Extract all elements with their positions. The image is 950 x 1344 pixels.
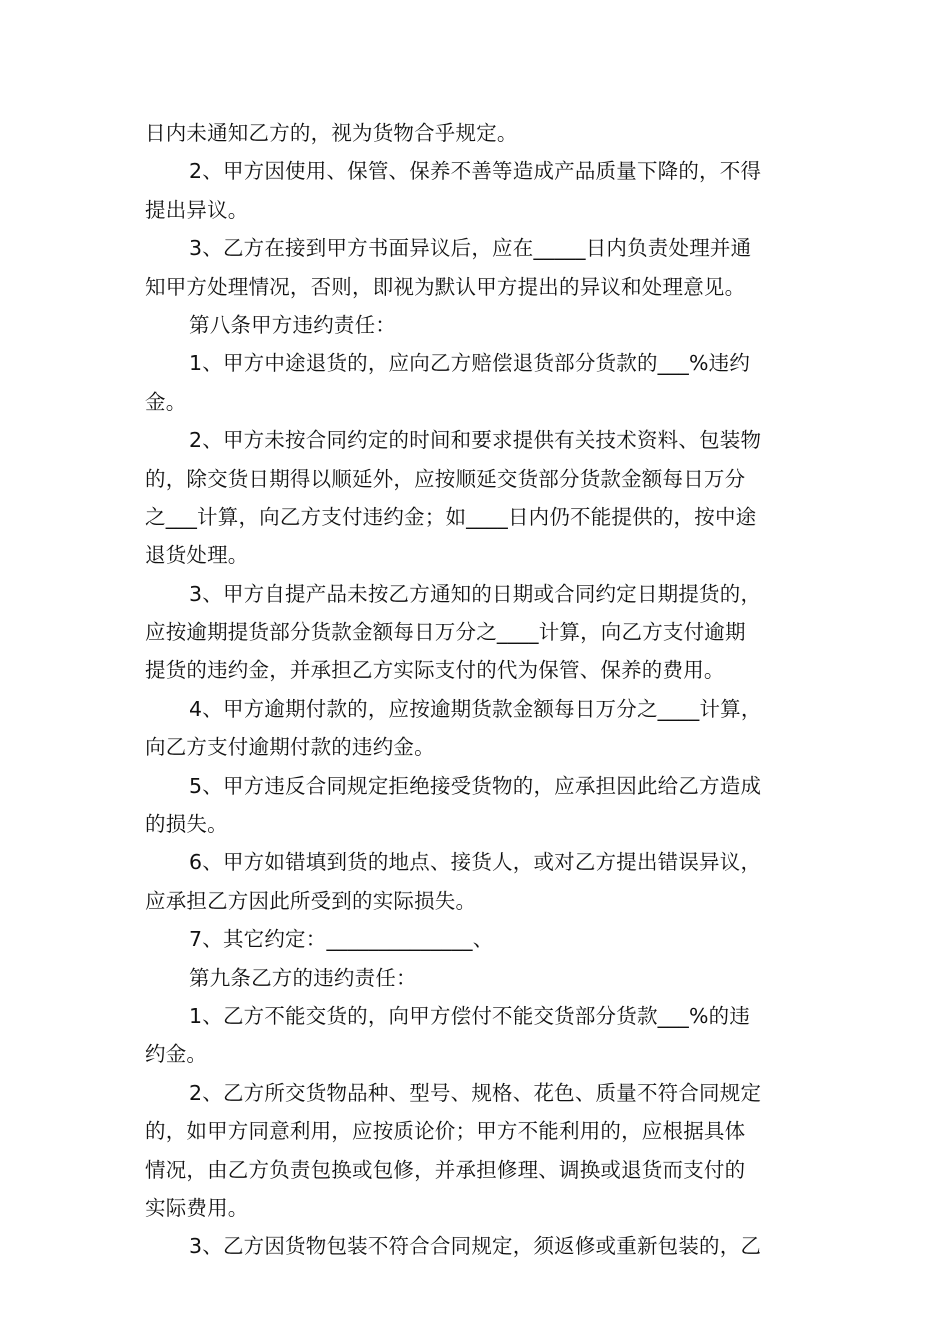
text-line: 1、乙方不能交货的，向甲方偿付不能交货部分货款___%的违 bbox=[189, 1003, 751, 1028]
text-line: 应按逾期提货部分货款金额每日万分之____计算，向乙方支付逾期 bbox=[145, 620, 746, 645]
text-line: 的，如甲方同意利用，应按质论价；甲方不能利用的，应根据具体 bbox=[145, 1119, 746, 1144]
text-line: 提出异议。 bbox=[145, 197, 249, 222]
text-line: 退货处理。 bbox=[145, 543, 249, 568]
text-line: 日内未通知乙方的，视为货物合乎规定。 bbox=[145, 121, 518, 145]
text-line: 提货的违约金，并承担乙方实际支付的代为保管、保养的费用。 bbox=[145, 658, 725, 683]
text-line: 之___计算，向乙方支付违约金；如____日内仍不能提供的，按中途 bbox=[145, 504, 757, 529]
text-line: 2、甲方未按合同约定的时间和要求提供有关技术资料、包装物 bbox=[189, 428, 762, 453]
text-line: 7、其它约定：______________、 bbox=[189, 927, 494, 952]
section-heading: 第八条甲方违约责任： bbox=[189, 312, 396, 337]
section-heading: 第九条乙方的违约责任： bbox=[189, 965, 417, 990]
text-line: 2、乙方所交货物品种、型号、规格、花色、质量不符合同规定 bbox=[189, 1080, 762, 1105]
text-line: 4、甲方逾期付款的，应按逾期货款金额每日万分之____计算， bbox=[189, 696, 762, 721]
text-line: 应承担乙方因此所受到的实际损失。 bbox=[145, 888, 477, 913]
contract-text-body bbox=[145, 114, 810, 1266]
text-line: 的损失。 bbox=[145, 812, 228, 837]
text-line: 5、甲方违反合同规定拒绝接受货物的，应承担因此给乙方造成 bbox=[189, 773, 762, 798]
text-line: 2、甲方因使用、保管、保养不善等造成产品质量下降的，不得 bbox=[189, 159, 762, 184]
text-line: 3、乙方在接到甲方书面异议后，应在_____日内负责处理并通 bbox=[189, 236, 752, 261]
text-line: 的，除交货日期得以顺延外，应按顺延交货部分货款金额每日万分 bbox=[145, 466, 746, 491]
text-line: 知甲方处理情况，否则，即视为默认甲方提出的异议和处理意见。 bbox=[145, 274, 746, 299]
text-line: 3、乙方因货物包装不符合合同规定，须返修或重新包装的，乙 bbox=[189, 1234, 762, 1259]
text-line: 实际费用。 bbox=[145, 1195, 249, 1220]
text-line: 3、甲方自提产品未按乙方通知的日期或合同约定日期提货的， bbox=[189, 581, 762, 606]
text-line: 6、甲方如错填到货的地点、接货人，或对乙方提出错误异议， bbox=[189, 850, 762, 875]
text-line: 情况，由乙方负责包换或包修，并承担修理、调换或退货而支付的 bbox=[145, 1157, 746, 1182]
text-line: 金。 bbox=[145, 389, 187, 414]
text-line: 约金。 bbox=[145, 1042, 208, 1067]
text-line: 1、甲方中途退货的，应向乙方赔偿退货部分货款的___%违约 bbox=[189, 351, 751, 376]
text-line: 向乙方支付逾期付款的违约金。 bbox=[145, 735, 435, 760]
